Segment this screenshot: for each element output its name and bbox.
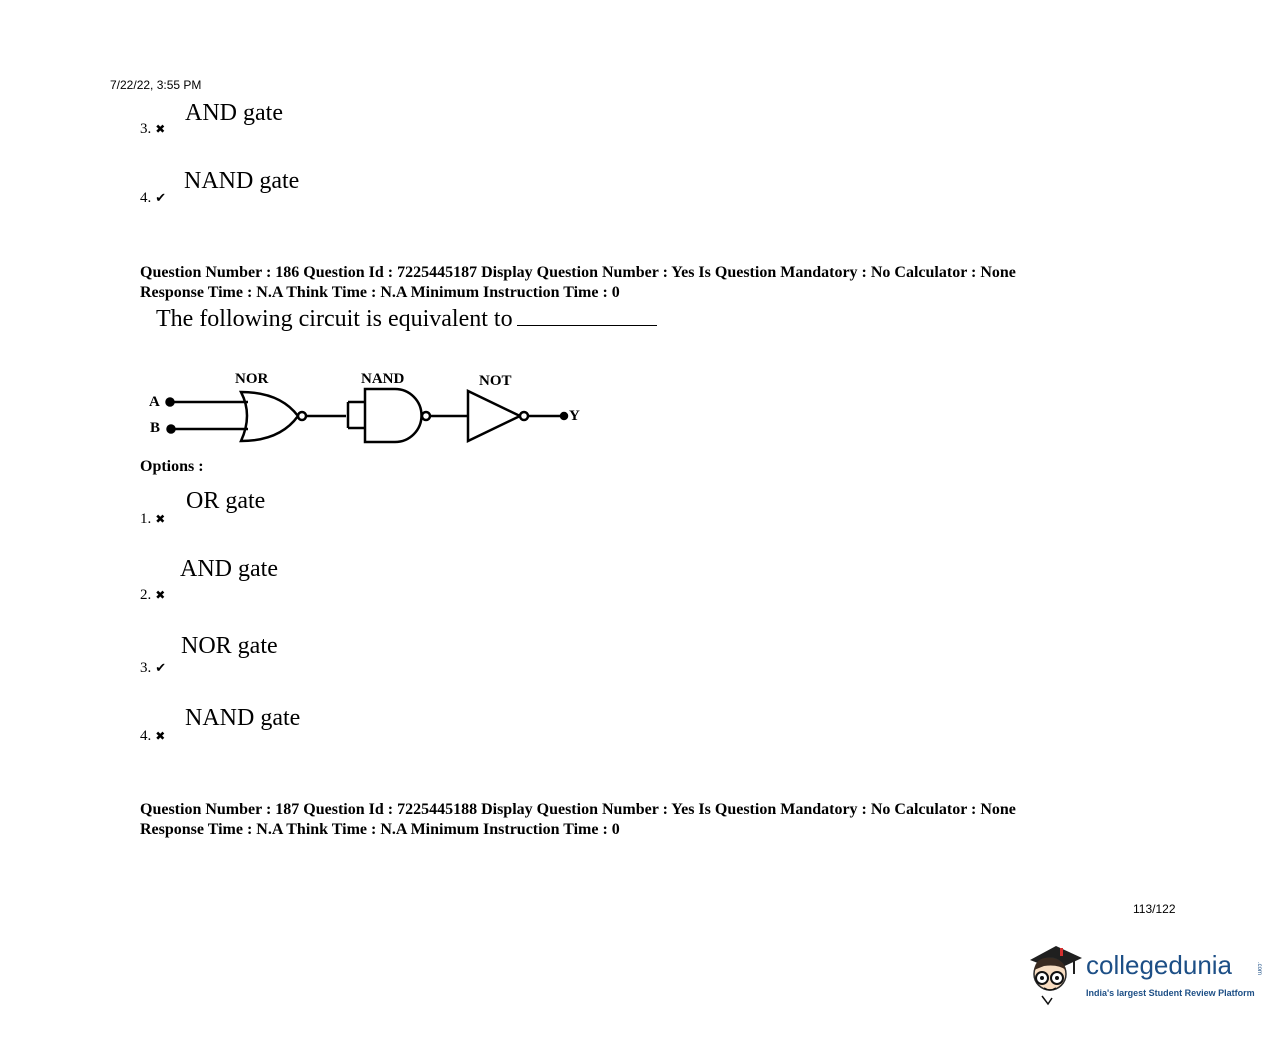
- prev-option-3-text: AND gate: [185, 100, 283, 126]
- answer-blank: [517, 307, 657, 326]
- nor-gate-label: NOR: [235, 371, 269, 387]
- cross-icon: ✖: [155, 122, 166, 136]
- question-meta-line: Question Number : 186 Question Id : 7225445187 Display Question Number : Yes Is Question Mandatory : No Calculator : None: [140, 264, 1016, 281]
- nand-gate: [365, 389, 422, 442]
- output-terminal: [561, 413, 567, 419]
- question-meta-line: Response Time : N.A Think Time : N.A Minimum Instruction Time : 0: [140, 283, 620, 301]
- check-icon: ✔: [155, 190, 167, 205]
- not-gate: [468, 391, 520, 441]
- prev-option-4-text: NAND gate: [184, 168, 300, 194]
- option-1: [140, 510, 165, 528]
- input-a-label: A: [149, 394, 160, 410]
- option-2-text: AND gate: [180, 556, 278, 582]
- cross-icon: ✖: [155, 512, 166, 526]
- logo-tagline: India's largest Student Review Platform: [1086, 988, 1255, 998]
- nor-gate: [241, 392, 298, 441]
- mascot-icon: [1022, 938, 1084, 1008]
- check-icon: ✔: [155, 660, 167, 675]
- option-3-text: NOR gate: [181, 633, 278, 659]
- option-number: 4.: [140, 728, 152, 744]
- option-number: 4.: [140, 190, 152, 206]
- option-number: 1.: [140, 511, 152, 527]
- nand-gate-label: NAND: [361, 371, 405, 387]
- question-text: [156, 306, 657, 333]
- option-4-text: NAND gate: [185, 705, 301, 731]
- print-timestamp: 7/22/22, 3:55 PM: [110, 78, 202, 92]
- prev-option-3: [140, 120, 165, 138]
- option-2: [140, 586, 165, 604]
- cross-icon: ✖: [155, 588, 166, 602]
- page-number: 113/122: [1133, 902, 1176, 916]
- question-meta-line: Response Time : N.A Think Time : N.A Minimum Instruction Time : 0: [140, 820, 620, 838]
- output-y-label: Y: [569, 408, 580, 424]
- cross-icon: ✖: [155, 729, 166, 743]
- nor-bubble: [298, 412, 306, 420]
- question-meta-line: Question Number : 187 Question Id : 7225445188 Display Question Number : Yes Is Question Mandatory : No Calculator : None: [140, 801, 1016, 818]
- question-187-meta: [140, 800, 1016, 839]
- option-4: [140, 727, 165, 745]
- question-text-content: The following circuit is equivalent to: [156, 306, 513, 332]
- option-number: 3.: [140, 121, 152, 137]
- logic-circuit-diagram: [140, 362, 600, 452]
- options-label: Options :: [140, 458, 204, 475]
- option-number: 2.: [140, 587, 152, 603]
- collegedunia-logo: [1022, 938, 1262, 1008]
- question-186-meta: [140, 263, 1016, 302]
- option-number: 3.: [140, 660, 152, 676]
- not-bubble: [520, 412, 528, 420]
- option-3: [140, 659, 166, 677]
- input-b-label: B: [150, 420, 161, 436]
- option-1-text: OR gate: [186, 488, 266, 514]
- not-gate-label: NOT: [479, 373, 512, 389]
- prev-option-4: [140, 189, 166, 207]
- nand-bubble: [422, 412, 430, 420]
- logo-wordmark: collegedunia: [1086, 950, 1233, 980]
- logo-domain-suffix: .com: [1256, 962, 1262, 976]
